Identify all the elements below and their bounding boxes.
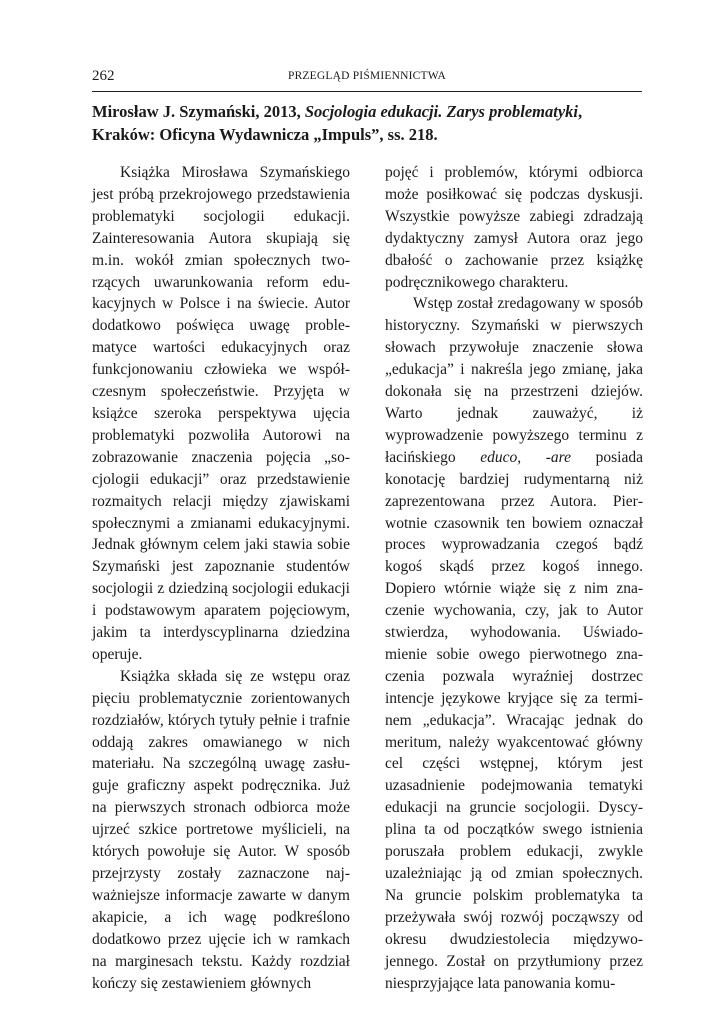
page-number: 262 xyxy=(92,68,115,84)
paragraph xyxy=(385,293,643,994)
running-header xyxy=(92,68,642,92)
right-column xyxy=(385,162,643,994)
header-rule xyxy=(92,91,642,92)
review-title-publisher: , Kraków: Oficyna Wydawnicza „Impuls”, ss. 218. xyxy=(92,102,583,144)
paragraph-text: Wstęp został zredagowany w sposób historyczny. Szymański w pierwszych słowach przywołuje znaczenie słowa „edukacja” i nakreśla jego zmianę, jaka dokonała się na przestrzeni dziejów. Warto jednak zauważyć, iż wyprowadzenie powyższego terminu z łacińskiego xyxy=(385,295,643,466)
left-column xyxy=(92,162,350,994)
paragraph: pojęć i problemów, którymi odbiorca może posiłkować się podczas dyskusji. Wszystkie powyższe zabiegi zdradzają dydaktyczny zamysł Autora oraz jego dbałość o zachowanie przez książkę podręcznikowego charakteru. xyxy=(385,164,643,291)
review-title-book: Socjologia edukacji. Zarys problematyki xyxy=(304,102,578,121)
review-title xyxy=(92,100,644,146)
journal-title: PRZEGLĄD PIŚMIENNICTWA xyxy=(287,70,447,82)
paragraph-text: posiada konotację bardziej rudymentarną niż zaprezentowana przez Autora. Pierwotnie czasownik ten bowiem oznaczał proces wyprowadzania czegoś bądź kogoś skądś przez kogoś innego. Dopiero wtórnie wiąże się z nim znaczenie wychowania, czy, jak to Autor stwierdza, wyhodowania. Uświadomienie sobie owego pierwotnego znaczenia pozwala wyraźniej dostrzec intencje językowe kryjące się za terminem „edukacja”. Wracając jednak do meritum, należy wyakcentować główny cel części wstępnej, którym jest uzasadnienie podejmowania tematyki edukacji na gruncie socjologii. Dyscyplina ta od początków swego istnienia poruszała problem edukacji, zwykle uzależniając ją od zmian społecznych. Na gruncie polskim problematyka ta przeżywała swój rozwój począwszy od okresu dwudziestolecia międzywojennego. Został on przytłumiony przez niesprzyjające lata panowania komu- xyxy=(385,448,643,992)
paragraph: Książka składa się ze wstępu oraz pięciu problematycznie zorientowanych rozdziałów, których tytuły pełnie i trafnie oddają zakres omawianego w nich materiału. Na szczególną uwagę zasługuje graficzny aspekt podręcznika. Już na pierwszych stronach odbiorca może ujrzeć szkice portretowe myślicieli, na których powołuje się Autor. W sposób przejrzysty zostały zaznaczone najważniejsze informacje zawarte w danym akapicie, a ich wagę podkreślono dodatkowo przez ujęcie ich w ramkach na marginesach tekstu. Każdy rozdział kończy się zestawieniem głównych xyxy=(92,667,350,992)
paragraph: Książka Mirosława Szymańskiego jest próbą przekrojowego przedstawienia problematyki socjologii edukacji. Zainteresowania Autora skupiają się m.in. wokół zmian społecznych tworzących uwarunkowania reform edukacyjnych w Polsce i na świecie. Autor dodatkowo poświęca uwagę problematyce wartości edukacyjnych oraz funkcjonowaniu człowieka we współczesnym społeczeństwie. Przyjęta w książce szeroka perspektywa ujęcia problematyki pozwoliła Autorowi na zobrazowanie znaczenia pojęcia „socjologii edukacji” oraz przedstawienie rozmaitych relacji między zjawiskami społecznymi a zmianami edukacyjnymi. Jednak głównym celem jaki stawia sobie Szymański jest zapoznanie studentów socjologii z dziedziną socjologii edukacji i podstawowym aparatem pojęciowym, jakim ta interdyscyplinarna dziedzina operuje. xyxy=(92,164,350,663)
latin-term: educo, -are xyxy=(480,448,572,466)
review-title-author: Mirosław J. Szymański, 2013, xyxy=(92,102,305,121)
